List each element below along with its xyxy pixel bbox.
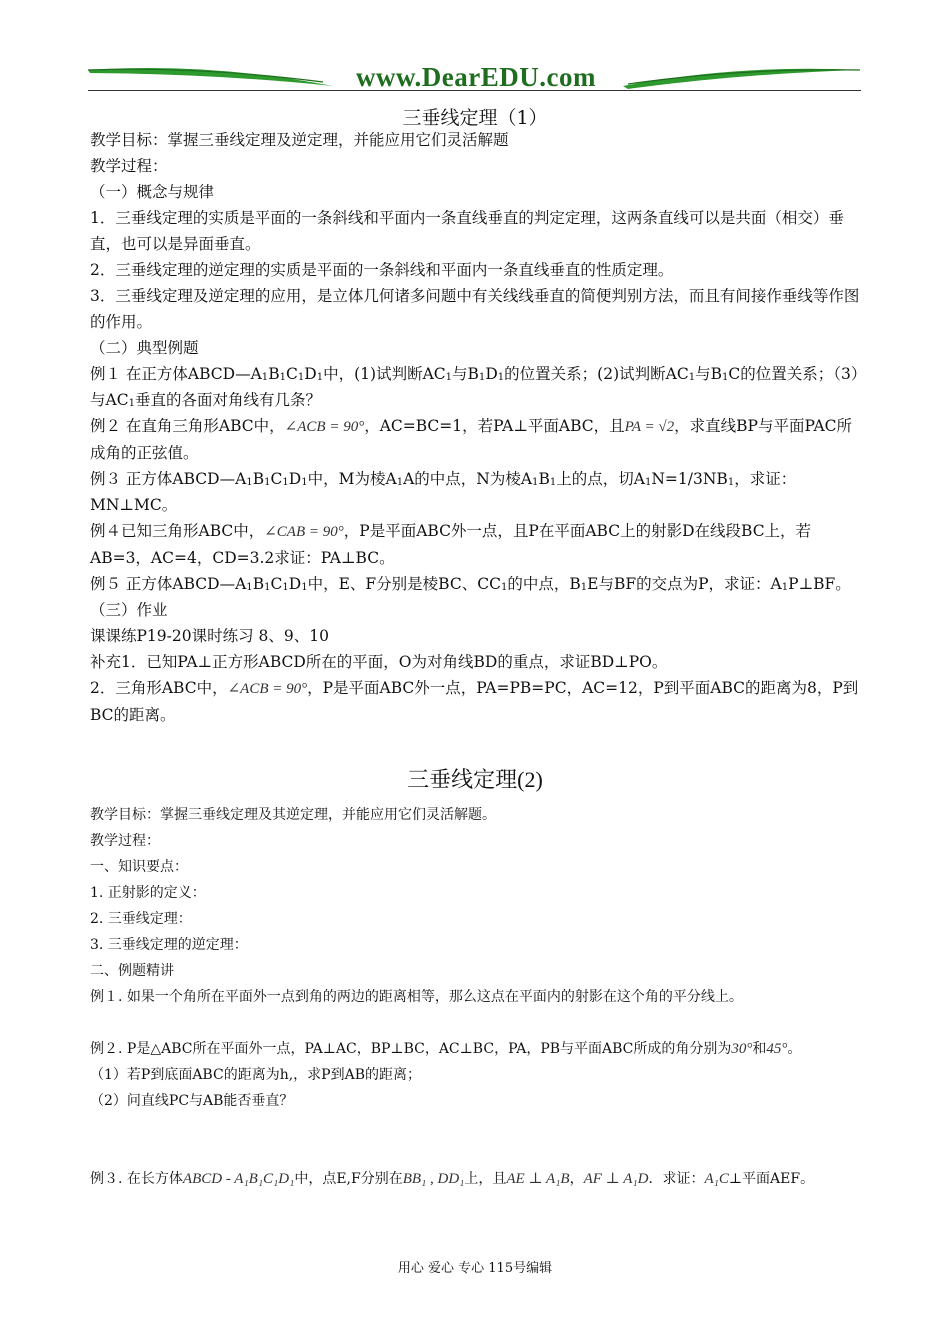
af-perp-formula: AF ⊥ A₁D	[583, 1171, 649, 1187]
lesson1-process: 教学过程：	[90, 157, 168, 175]
angle-45: 45°	[766, 1041, 788, 1057]
lesson2-example-3: 例３. 在长方体ABCD - A₁B₁C₁D₁中，点E,F分别在BB₁ , DD₁上，且AE ⊥ A₁B，AF ⊥ A₁D．求证：A₁C⊥平面AEF。	[90, 1171, 815, 1187]
lesson2-example-2: 例２. P是△ABC所在平面外一点，PA⊥AC，BP⊥BC，AC⊥BC，PA，PB与平面ABC所成的角分别为30°和45°。	[90, 1041, 802, 1057]
pa-formula: PA = √2	[624, 419, 675, 435]
part1-heading: （一）概念与规律	[90, 183, 215, 201]
angle-formula: ∠CAB = 90°	[264, 524, 344, 540]
angle-30: 30°	[731, 1041, 753, 1057]
header-divider	[88, 90, 861, 91]
homework-3: 2．三角形ABC中，∠ACB = 90°，P是平面ABC外一点，PA=PB=PC，AC=12，P到平面ABC的距离为8，P到BC的距离。	[90, 679, 859, 724]
edges-formula: BB₁ , DD₁	[402, 1171, 465, 1187]
lesson1-body	[90, 127, 862, 728]
lesson2-process: 教学过程：	[90, 833, 160, 849]
knowledge-point-3: 3. 三垂线定理的逆定理：	[90, 937, 248, 953]
ae-perp-formula: AE ⊥ A₁B	[506, 1171, 570, 1187]
lesson2-body	[90, 802, 862, 1192]
angle-formula: ∠ACB = 90°	[227, 681, 308, 697]
example-2: 例２ 在直角三角形ABC中，∠ACB = 90°，AC=BC=1，若PA⊥平面ABC，且PA = √2，求直线BP与平面PAC所成角的正弦值。	[90, 417, 853, 462]
homework-1: 课课练P19-20课时练习 8、9、10	[90, 627, 329, 645]
a1c-formula: A₁C	[704, 1171, 729, 1187]
example-2-question-2: （2）问直线PC与AB能否垂直？	[90, 1093, 294, 1109]
knowledge-point-1: 1. 正射影的定义：	[90, 885, 206, 901]
angle-formula: ∠ACB = 90°	[284, 419, 365, 435]
part3-heading: （三）作业	[90, 601, 168, 619]
part2-heading: （二）典型例题	[90, 339, 199, 357]
page-footer: 用心 爱心 专心 115号编辑	[397, 1261, 553, 1276]
homework-2: 补充1．已知PA⊥正方形ABCD所在的平面，O为对角线BD的重点，求证BD⊥PO。	[90, 653, 668, 671]
lesson2-title: 三垂线定理(2)	[407, 767, 543, 792]
lesson2-goal: 教学目标：掌握三垂线定理及其逆定理，并能应用它们灵活解题。	[90, 807, 496, 823]
knowledge-heading: 一、知识要点：	[90, 859, 188, 875]
lesson1-title: 三垂线定理（1）	[402, 107, 548, 129]
cuboid-formula: ABCD - A₁B₁C₁D₁	[182, 1171, 295, 1187]
concept-point-1: 1．三垂线定理的实质是平面的一条斜线和平面内一条直线垂直的判定定理，这两条直线可以是共面（相交）垂直，也可以是异面垂直。	[90, 209, 844, 253]
example-2-question-1: （1）若P到底面ABC的距离为h,，求P到AB的距离；	[90, 1067, 421, 1083]
lesson1-goal: 教学目标：掌握三垂线定理及逆定理，并能应用它们灵活解题	[90, 131, 509, 149]
concept-point-3: 3．三垂线定理及逆定理的应用，是立体几何诸多问题中有关线线垂直的简便判别方法，而且有间接作垂线等作图的作用。	[90, 287, 860, 331]
example-4: 例４已知三角形ABC中，∠CAB = 90°，P是平面ABC外一点，且P在平面ABC上的射影D在线段BC上，若AB=3，AC=4，CD=3.2求证：PA⊥BC。	[90, 522, 812, 567]
example-3: 例３ 正方体$ABCD—A_1B_1C_1D_1$中，M为棱$A_1A$的中点，N为棱$A_1B_1$上的点，切$A_1N=1/3NB_1$，求证：MN⊥MC。	[90, 470, 797, 514]
site-logo[interactable]: www.DearEDU.com	[356, 62, 596, 92]
lesson2-example-1: 例１. 如果一个角所在平面外一点到角的两边的距离相等，那么这点在平面内的射影在这个角的平分线上。	[90, 989, 743, 1005]
knowledge-point-2: 2. 三垂线定理：	[90, 911, 192, 927]
example-5: 例５ 正方体$ABCD—A_1B_1C_1D_1$中，E、F分别是棱BC、$CC_1$的中点，$B_1E$与BF的交点为P，求证：$A_1P\perp BF$。	[90, 575, 851, 593]
concept-point-2: 2．三垂线定理的逆定理的实质是平面的一条斜线和平面内一条直线垂直的性质定理。	[90, 261, 674, 279]
examples-heading: 二、例题精讲	[90, 963, 174, 979]
example-1: 例１ 在正方体$ABCD—A_1B_1C_1D_1$中，(1)试判断$AC_1$与$B_1D_1$的位置关系；(2)试判断$AC_1$与$B_1C$的位置关系；（3）与$AC_1$垂直的各面对角线有几条？	[90, 365, 859, 409]
